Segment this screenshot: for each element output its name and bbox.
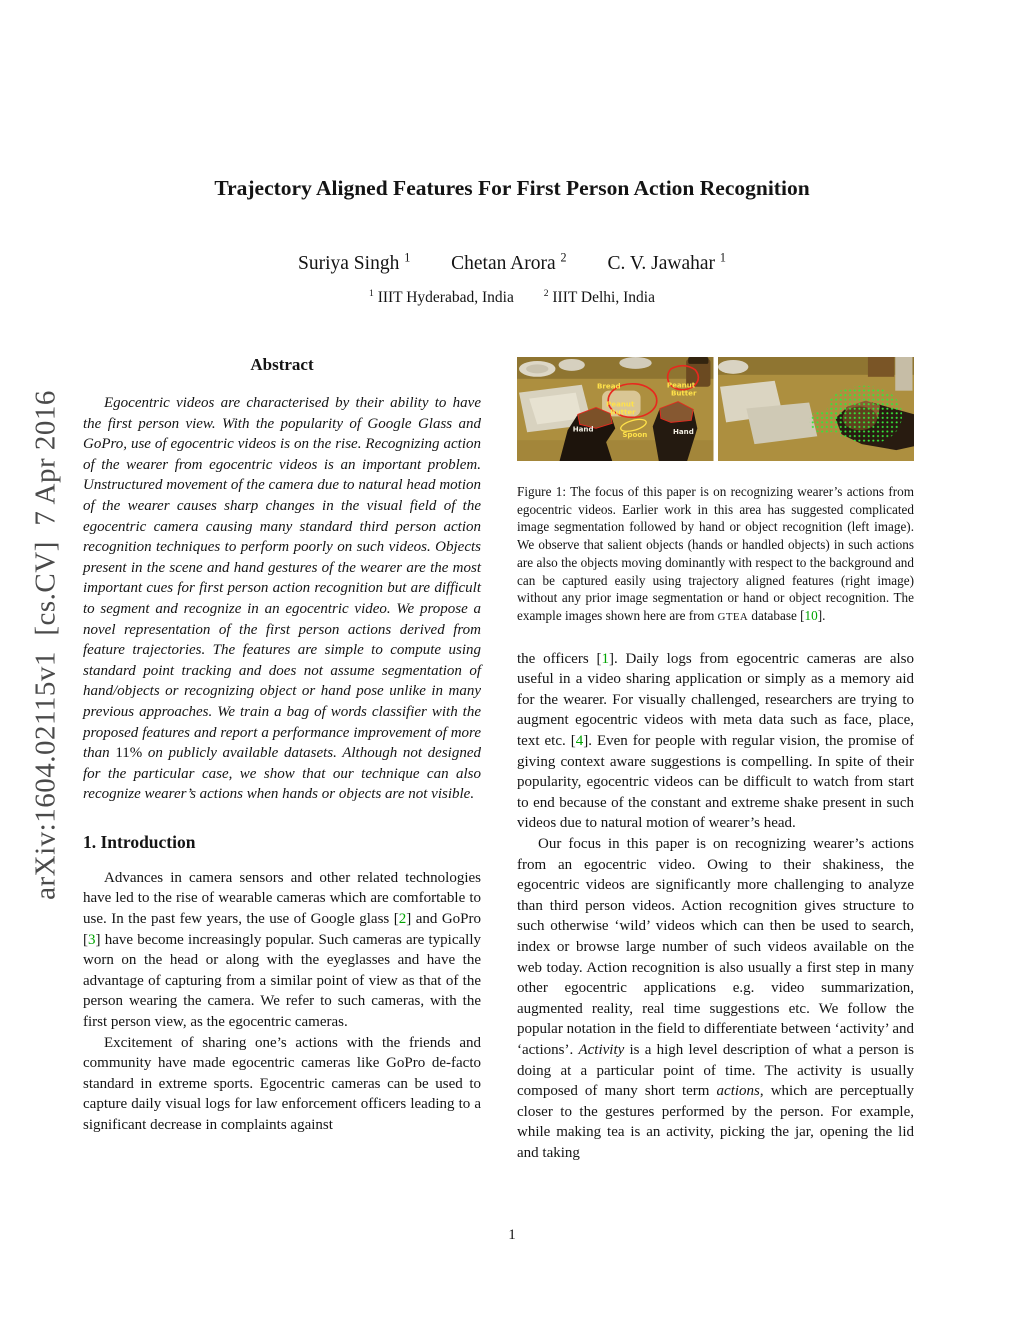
label-hand: Hand	[672, 427, 694, 437]
author-name: Suriya Singh	[298, 252, 400, 274]
paper-title: Trajectory Aligned Features For First Person Action Recognition	[214, 176, 810, 200]
label-peanut: Peanut	[666, 380, 696, 390]
affiliation-text: IIIT Delhi, India	[552, 289, 655, 307]
text-segment: on publicly available datasets. Although not designed for the particular case, we show that our technique can also recognize wearer’s actions when hands or objects are not visible.	[83, 745, 481, 803]
author	[607, 250, 726, 274]
author	[451, 250, 567, 274]
abstract-heading: Abstract	[250, 355, 314, 374]
text-segment: Advances in camera sensors and other related technologies have led to the rise of wearable cameras which are comfortable to use. In the past few years, the use of Google glass [	[83, 869, 481, 928]
text-segment: GTEA	[717, 610, 749, 623]
text-segment: Activity	[578, 1041, 625, 1058]
label-butter: Butter	[610, 407, 636, 417]
hand-object-segmentation-frame	[517, 357, 714, 461]
intro-paragraph-2	[83, 1033, 481, 1136]
affiliation	[369, 289, 514, 306]
author-name: C. V. Jawahar	[607, 252, 716, 274]
affiliation-mark: 2	[543, 288, 549, 299]
figure-1-images	[517, 357, 914, 461]
figure-1-caption	[517, 483, 914, 627]
text-segment: is a high level description of what a person is doing at a particular point of time. The activity is usually composed of many short term	[517, 1041, 915, 1100]
section-heading-introduction: 1. Introduction	[83, 831, 196, 852]
abstract-text	[83, 393, 481, 805]
right-column	[517, 349, 914, 1163]
figure-1	[517, 357, 914, 627]
affiliation-mark: 1	[719, 250, 726, 264]
citation-link[interactable]: 10	[804, 607, 818, 623]
citation-link[interactable]: 3	[88, 931, 96, 948]
text-segment: ]. Even for people with regular vision, the promise of giving context aware suggestions is compelling. In spite of their popularity, egocentric videos can be difficult to watch from start to end because of the constant and extreme shake present in such videos due to natural motion of wearer’s head.	[517, 733, 914, 832]
page-number: 1	[508, 1227, 516, 1243]
affiliation-mark: 2	[560, 250, 567, 264]
right-paragraph-2	[517, 834, 914, 1164]
text-segment: Figure 1: The focus of this paper is on recognizing wearer’s actions from egocentric videos. Earlier work in this area has suggested complicated image segmentation followed by hand or object recognition (left image). We observe that salient objects (hands or handled objects) in such actions are also the objects moving dominantly with respect to the background and can be captured easily using trajectory aligned features (right image) without any prior image segmentation or hand or object recognition. The example images shown here are from	[517, 484, 914, 623]
text-segment: ]. Daily logs from egocentric cameras are also useful in a video sharing application or simply as a memory aid for the wearer. For visually challenged, researchers are trying to augment egocentric videos with meta data such as face, place, text etc. [	[517, 650, 914, 749]
text-segment: ] and GoPro [	[83, 911, 481, 948]
citation-link[interactable]: 1	[601, 650, 609, 667]
label-hand: Hand	[572, 424, 594, 434]
text-segment: actions	[716, 1083, 760, 1100]
affiliation-mark: 1	[369, 288, 374, 299]
label-peanut: Peanut	[606, 399, 635, 409]
plate-icon	[718, 360, 748, 374]
trajectory-features-frame	[718, 357, 915, 461]
intro-paragraph-1	[83, 868, 481, 1033]
jar-icon	[867, 357, 893, 377]
bottle-icon	[895, 357, 912, 391]
text-segment: ].	[817, 607, 826, 623]
trajectory-dots	[809, 410, 840, 433]
citation-link[interactable]: 4	[575, 733, 584, 749]
affiliation-mark: 1	[404, 250, 411, 264]
arxiv-stamp: arXiv:1604.02115v1 [cs.CV] 7 Apr 2016	[29, 390, 62, 900]
affiliation-line	[0, 288, 1024, 307]
text-segment: database [	[748, 607, 805, 623]
author-name: Chetan Arora	[451, 252, 556, 274]
left-column	[83, 349, 481, 1136]
right-paragraph-1	[517, 649, 914, 834]
label-spoon: Spoon	[622, 430, 648, 440]
text-segment: Egocentric videos are characterised by their ability to have the first person view. With the popularity of Google Glass and GoPro, use of egocentric videos is on the rise. Recognizing action of the wearer from egocentric videos is an important problem. Unstructured movement of the camera due to natural head motion of the wearer causes sharp changes in the visual field of the egocentric camera causing many standard third person action recognition techniques to perform poorly on such videos. Objects present in the scene and hand gestures of the wearer are the most important cues for first person action recognition but are difficult to segment and recognize in an egocentric video. We propose a novel representation of the first person actions derived from feature trajectories. The features are simple to compute using standard point tracking and does not assume segmentation of hand/objects or recognizing object or hand pose unlike in many previous approaches. We train a bag of words classifier with the proposed features and report a performance improvement of more than	[83, 395, 481, 762]
author	[298, 250, 411, 274]
citation-link[interactable]: 2	[398, 911, 407, 928]
label-bread: Bread	[597, 381, 621, 391]
text-segment: 11%	[115, 745, 143, 762]
text-segment: , which are perceptually closer to the gestures performed by the person. For example, while making tea is an activity, picking the jar, opening the lid and taking	[517, 1083, 914, 1161]
label-butter: Butter	[670, 388, 697, 398]
affiliation	[544, 289, 655, 306]
affiliation-text: IIIT Hyderabad, India	[377, 289, 514, 307]
author-line	[0, 250, 1024, 275]
text-segment: ] have become increasingly popular. Such cameras are typically worn on the head or along with the eyeglasses and have the advantage of capturing from a similar point of view as that of the person wearing the camera. We refer to such cameras, with the first person view, as the egocentric cameras.	[83, 931, 481, 1031]
text-segment: Excitement of sharing one’s actions with the friends and community have made egocentric cameras like GoPro de-facto standard in extreme sports. Egocentric cameras can be used to capture daily visual logs for law enforcement officers leading to a significant decrease in complaints against	[83, 1034, 481, 1133]
text-segment: the officers [	[517, 650, 602, 667]
text-segment: Our focus in this paper is on recognizing wearer’s actions from an egocentric video. Owing to their shakiness, the egocentric videos are significantly more challenging to analyze than third person videos. Action recognition gives structure to such otherwise ‘wild’ videos which can then be used to search, index or browse large number of such videos available on the web today. Action recognition is also usually a first step in many other egocentric applications e.g. video summarization, augmented reality, real time suggestions etc. We follow the popular notation in the field to differentiate between ‘activity’ and ‘actions’.	[517, 835, 914, 1058]
